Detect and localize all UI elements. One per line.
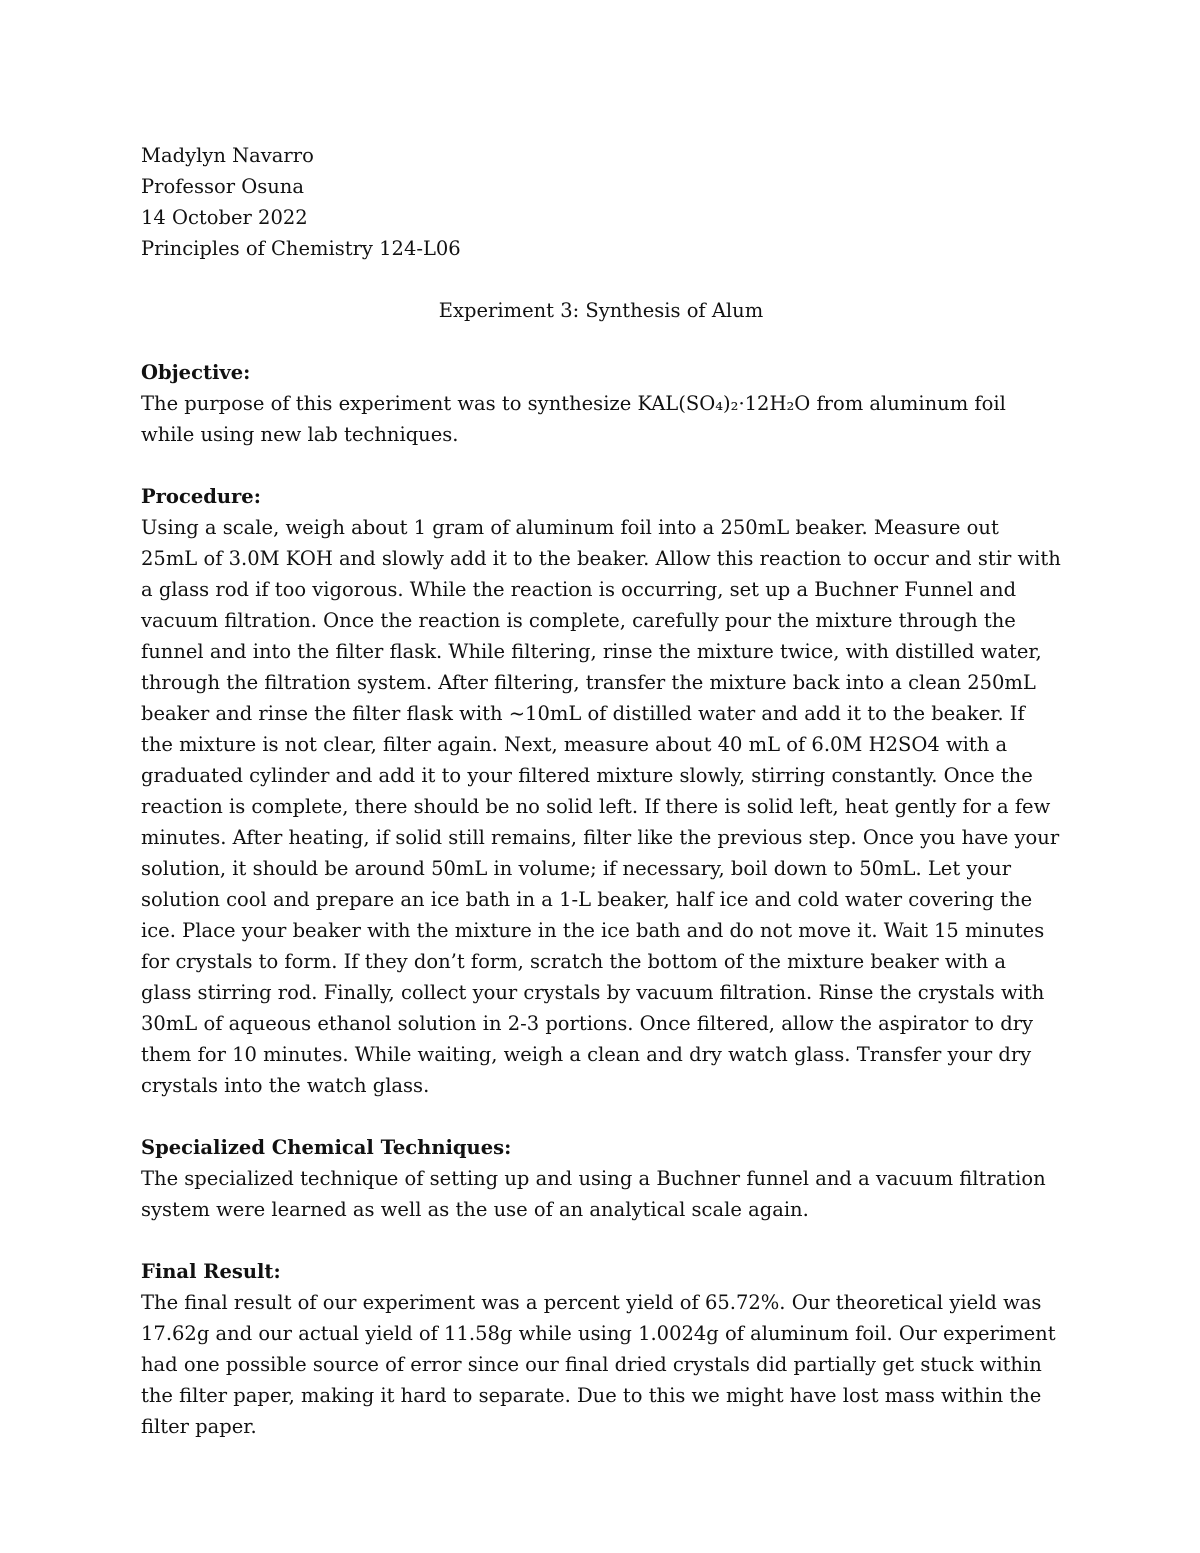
procedure-heading: Procedure: [141, 485, 261, 508]
professor-name: Professor Osuna [141, 175, 304, 198]
document-title: Experiment 3: Synthesis of Alum [438, 299, 764, 322]
result-section [141, 1256, 1061, 1442]
result-heading: Final Result: [141, 1260, 281, 1283]
techniques-section [141, 1132, 1061, 1225]
procedure-section [141, 481, 1061, 1101]
course-name: Principles of Chemistry 124-L06 [141, 237, 461, 260]
header-block [141, 140, 1061, 264]
result-text: The final result of our experiment was a percent yield of 65.72%. Our theoretical yield was 17.62g and our actual yield of 11.58g while using 1.0024g of aluminum foil. Our experiment had one possible source of error since our final dried crystals did partially get stuck within the filter paper, making it hard to separate. Due to this we might have lost mass within the filter paper. [141, 1291, 1056, 1438]
objective-section [141, 357, 1061, 450]
objective-heading: Objective: [141, 361, 251, 384]
techniques-text: The specialized technique of setting up and using a Buchner funnel and a vacuum filtration system were learned as well as the use of an analytical scale again. [141, 1167, 1046, 1221]
procedure-text: Using a scale, weigh about 1 gram of aluminum foil into a 250mL beaker. Measure out 25mL of 3.0M KOH and slowly add it to the beaker. Allow this reaction to occur and stir with a glass rod if too vigorous. While the reaction is occurring, set up a Buchner Funnel and vacuum filtration. Once the reaction is complete, carefully pour the mixture through the funnel and into the filter flask. While filtering, rinse the mixture twice, with distilled water, through the filtration system. After filtering, transfer the mixture back into a clean 250mL beaker and rinse the filter flask with ~10mL of distilled water and add it to the beaker. If the mixture is not clear, filter again. Next, measure about 40 mL of 6.0M H2SO4 with a graduated cylinder and add it to your filtered mixture slowly, stirring constantly. Once the reaction is complete, there should be no solid left. If there is solid left, heat gently for a few minutes. After heating, if solid still remains, filter like the previous step. Once you have your solution, it should be around 50mL in volume; if necessary, boil down to 50mL. Let your solution cool and prepare an ice bath in a 1-L beaker, half ice and cold water covering the ice. Place your beaker with the mixture in the ice bath and do not move it. Wait 15 minutes for crystals to form. If they don’t form, scratch the bottom of the mixture beaker with a glass stirring rod. Finally, collect your crystals by vacuum filtration. Rinse the crystals with 30mL of aqueous ethanol solution in 2-3 portions. Once filtered, allow the aspirator to dry them for 10 minutes. While waiting, weigh a clean and dry watch glass. Transfer your dry crystals into the watch glass. [141, 516, 1061, 1097]
author-name: Madylyn Navarro [141, 144, 314, 167]
objective-text: The purpose of this experiment was to synthesize KAL(SO₄)₂·12H₂O from aluminum foil while using new lab techniques. [141, 392, 1006, 446]
techniques-heading: Specialized Chemical Techniques: [141, 1136, 512, 1159]
document-body [141, 140, 1061, 1442]
document-date: 14 October 2022 [141, 206, 308, 229]
